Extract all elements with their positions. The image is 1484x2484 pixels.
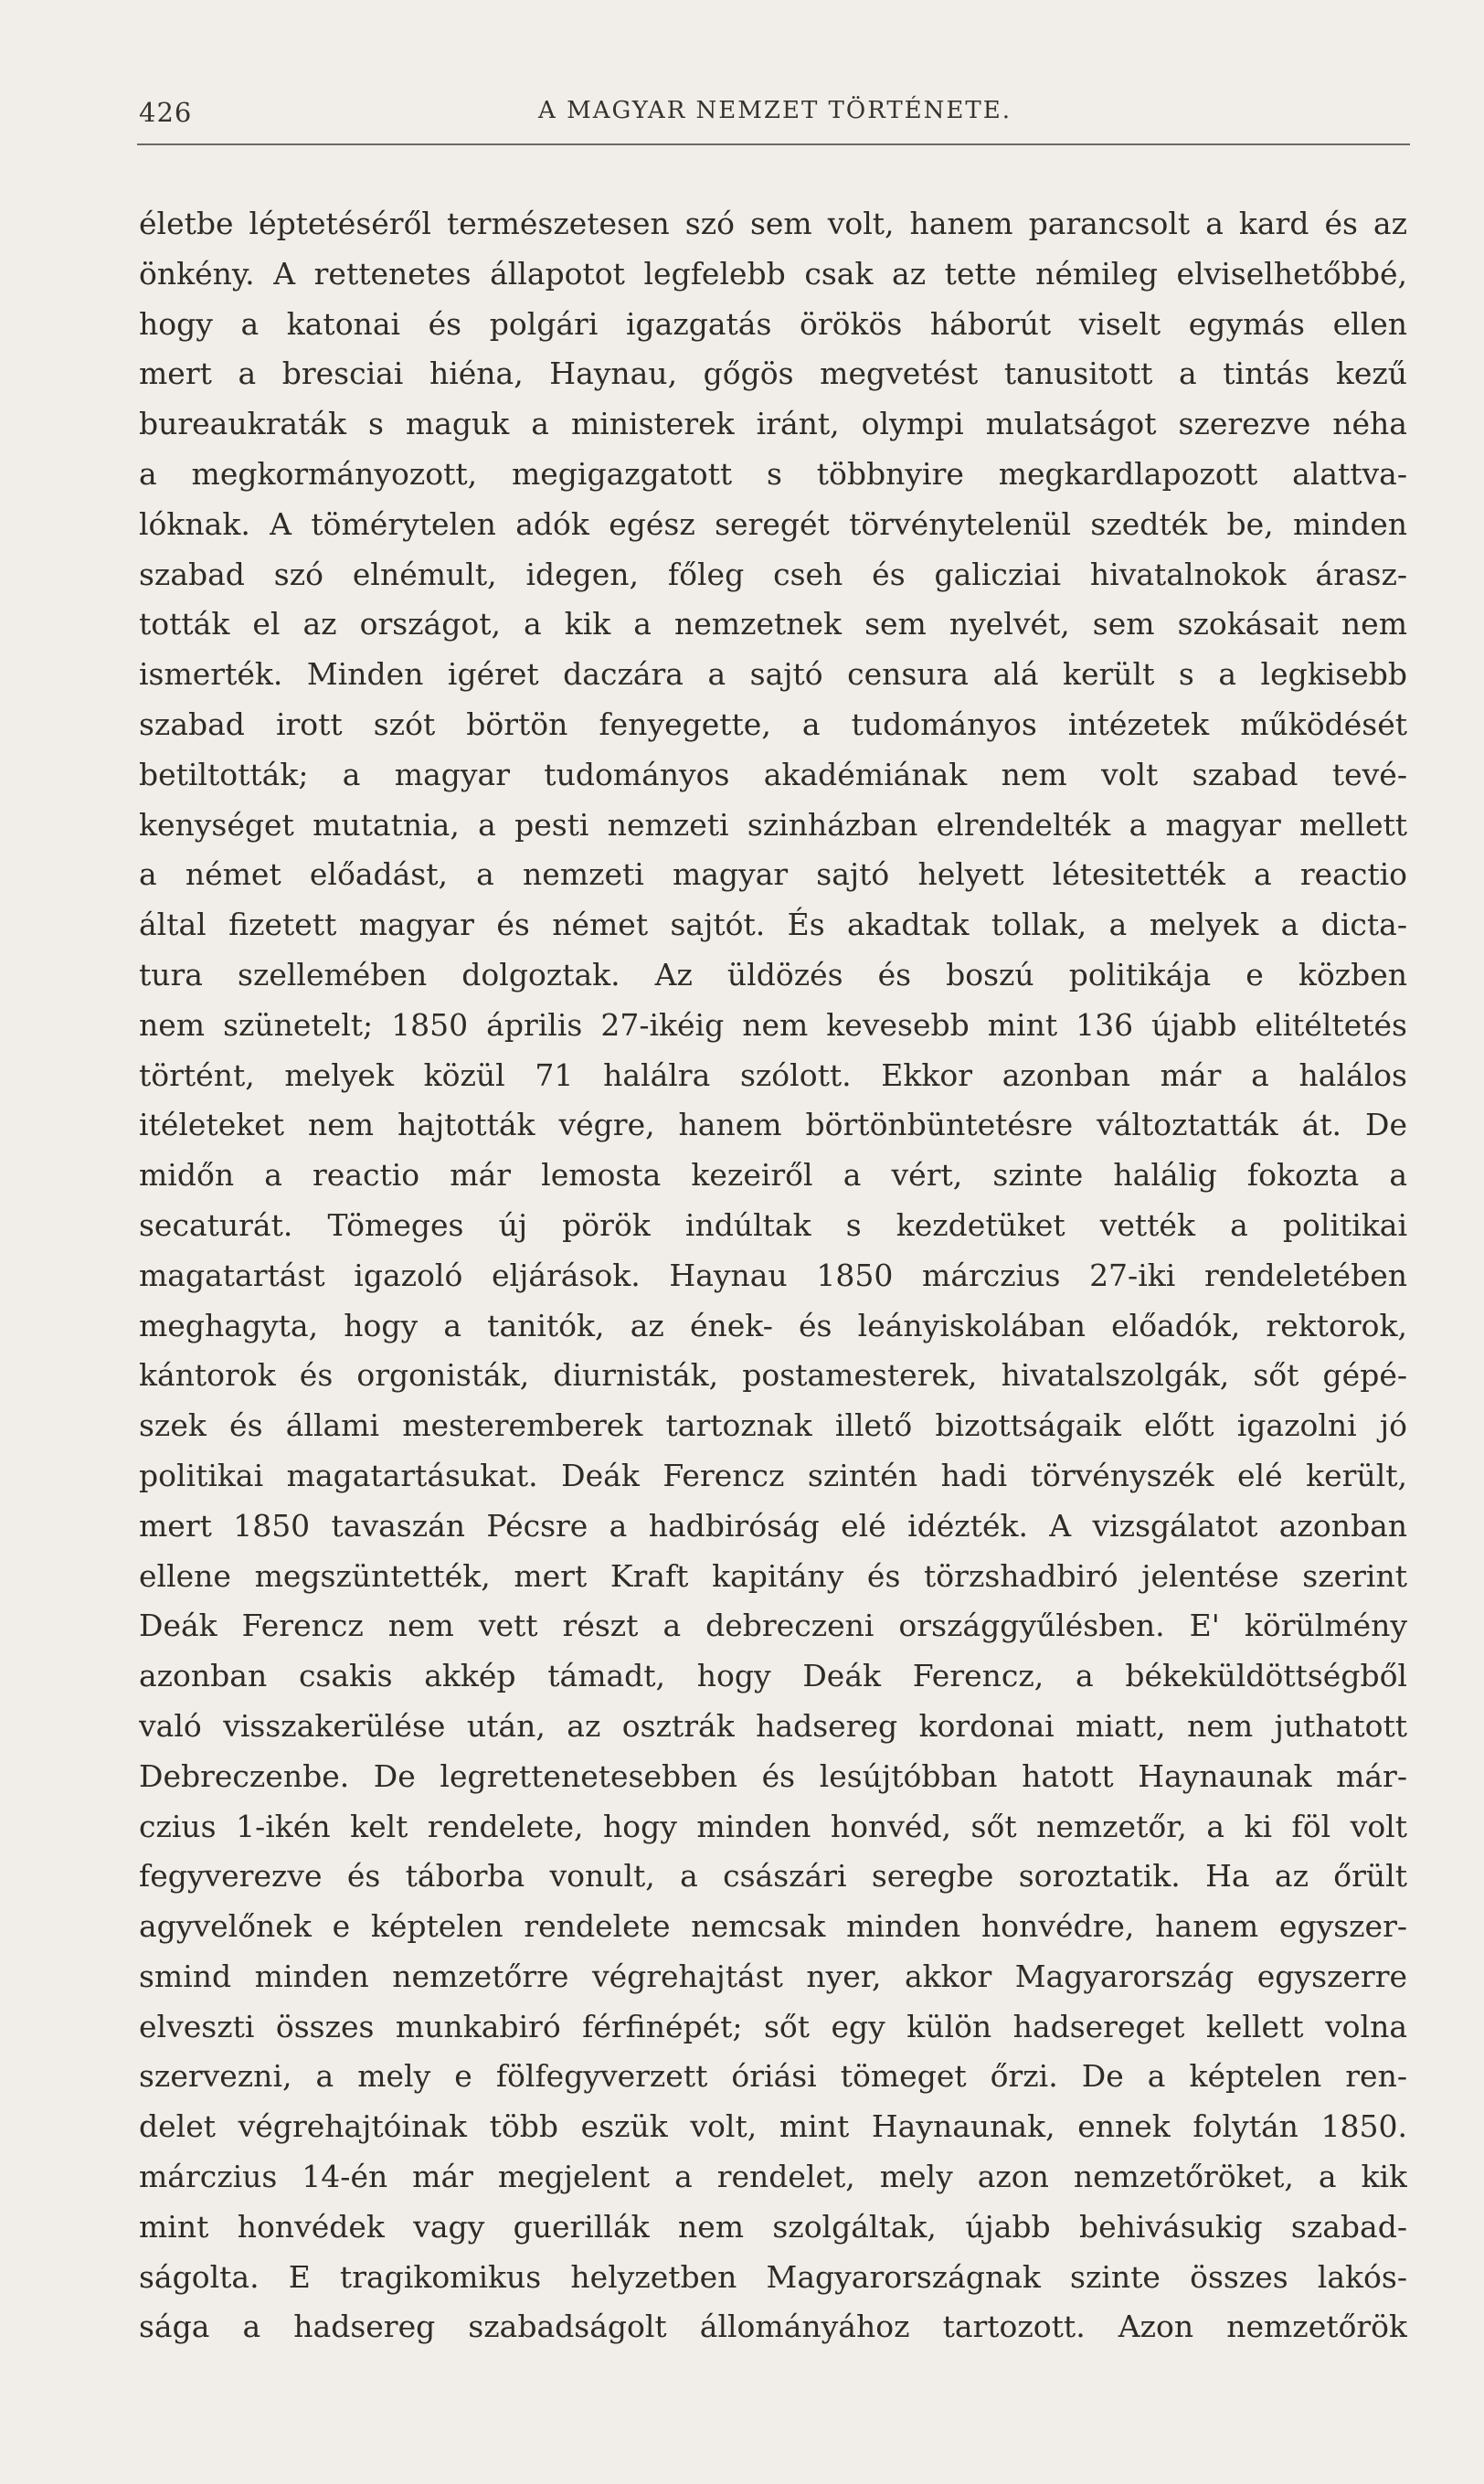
text-line: meghagyta, hogy a tanitók, az ének- és leányiskolában előadók, rektorok, xyxy=(139,1307,1407,1343)
text-line: a megkormányozott, megigazgatott s többnyire megkardlapozott alattva- xyxy=(139,455,1407,492)
text-line: ellene megszüntették, mert Kraft kapitány és törzshadbiró jelentése szerint xyxy=(139,1557,1407,1594)
text-line: kántorok és orgonisták, diurnisták, postamesterek, hivatalszolgák, sőt gépé- xyxy=(139,1357,1407,1394)
text-line: szabad szó elnémult, idegen, főleg cseh és galicziai hivatalnokok árasz- xyxy=(139,556,1407,592)
text-line: való visszakerülése után, az osztrák hadsereg kordonai miatt, nem juthatott xyxy=(139,1707,1407,1744)
text-line: mint honvédek vagy guerillák nem szolgáltak, újabb behivásukig szabad- xyxy=(139,2208,1407,2245)
text-line: életbe léptetéséről természetesen szó sem volt, hanem parancsolt a kard és az xyxy=(139,206,1407,241)
text-line: szek és állami mesteremberek tartoznak illető bizottságaik előtt igazolni jó xyxy=(139,1407,1407,1444)
text-line: elveszti összes munkabiró férfinépét; sőt egy külön hadsereget kellett volna xyxy=(139,2008,1407,2044)
text-line: szabad irott szót börtön fenyegette, a tudományos intézetek működését xyxy=(139,706,1407,742)
text-line: midőn a reactio már lemosta kezeiről a vért, szinte halálig fokozta a xyxy=(139,1157,1407,1194)
text-line: Deák Ferencz nem vett részt a debreczeni országgyűlésben. E' körülmény xyxy=(139,1608,1407,1644)
text-line: smind minden nemzetőrre végrehajtást nyer, akkor Magyarország egyszerre xyxy=(139,1958,1407,1994)
text-line: magatartást igazoló eljárások. Haynau 1850 márczius 27-iki rendeletében xyxy=(139,1257,1407,1293)
text-line: mert 1850 tavaszán Pécsre a hadbiróság elé idézték. A vizsgálatot azonban xyxy=(139,1507,1407,1544)
text-line: kenységet mutatnia, a pesti nemzeti szinházban elrendelték a magyar mellett xyxy=(139,806,1407,843)
text-line: mert a bresciai hiéna, Haynau, gőgös megvetést tanusitott a tintás kezű xyxy=(139,356,1407,392)
body-text xyxy=(139,199,1407,2352)
text-line: secaturát. Tömeges új pörök indúltak s kezdetüket vették a politikai xyxy=(139,1206,1407,1243)
text-line: Debreczenbe. De legrettenetesebben és lesújtóbban hatott Haynaunak már- xyxy=(139,1757,1407,1794)
text-line: nem szünetelt; 1850 április 27-ikéig nem kevesebb mint 136 újabb elitéltetés xyxy=(139,1006,1407,1043)
text-line: agyvelőnek e képtelen rendelete nemcsak minden honvédre, hanem egyszer- xyxy=(139,1908,1407,1945)
text-line: betiltották; a magyar tudományos akadémiának nem volt szabad tevé- xyxy=(139,756,1407,792)
text-line: delet végrehajtóinak több eszük volt, mint Haynaunak, ennek folytán 1850. xyxy=(139,2108,1407,2145)
text-line: tották el az országot, a kik a nemzetnek sem nyelvét, sem szokásait nem xyxy=(139,606,1407,642)
running-title: A MAGYAR NEMZET TÖRTÉNETE. xyxy=(538,97,1012,124)
text-line: czius 1-ikén kelt rendelete, hogy minden honvéd, sőt nemzetőr, a ki föl volt xyxy=(139,1808,1407,1844)
running-head xyxy=(139,97,1411,141)
text-line: hogy a katonai és polgári igazgatás örökös háborút viselt egymás ellen xyxy=(139,305,1407,342)
page-number: 426 xyxy=(139,97,193,128)
text-line: azonban csakis akkép támadt, hogy Deák Ferencz, a békeküldöttségből xyxy=(139,1658,1407,1694)
text-line: bureaukraták s maguk a ministerek iránt, olympi mulatságot szerezve néha xyxy=(139,406,1407,442)
text-line: szervezni, a mely e fölfegyverzett óriási tömeget őrzi. De a képtelen ren- xyxy=(139,2058,1407,2095)
text-line: ságolta. E tragikomikus helyzetben Magyarországnak szinte összes lakós- xyxy=(139,2258,1407,2295)
text-line: márczius 14-én már megjelent a rendelet, mely azon nemzetőröket, a kik xyxy=(139,2159,1407,2195)
text-line: politikai magatartásukat. Deák Ferencz szintén hadi törvényszék elé került, xyxy=(139,1457,1407,1493)
text-line: fegyverezve és táborba vonult, a császári seregbe soroztatik. Ha az őrült xyxy=(139,1858,1407,1895)
text-line: tura szellemében dolgoztak. Az üldözés és boszú politikája e közben xyxy=(139,956,1407,993)
text-line: itéleteket nem hajtották végre, hanem börtönbüntetésre változtatták át. De xyxy=(139,1107,1407,1143)
text-line: történt, melyek közül 71 halálra szólott. Ekkor azonban már a halálos xyxy=(139,1056,1407,1093)
text-line: által fizetett magyar és német sajtót. És akadtak tollak, a melyek a dicta- xyxy=(139,907,1407,943)
header-rule xyxy=(137,143,1410,145)
text-line: sága a hadsereg szabadságolt állományához tartozott. Azon nemzetőrök xyxy=(139,2309,1407,2345)
text-line: önkény. A rettenetes állapotot legfelebb csak az tette némileg elviselhetőbbé, xyxy=(139,255,1407,292)
text-line: lóknak. A tömérytelen adók egész seregét törvénytelenül szedték be, minden xyxy=(139,505,1407,542)
text-line: ismerték. Minden igéret daczára a sajtó censura alá került s a legkisebb xyxy=(139,656,1407,693)
text-line: a német előadást, a nemzeti magyar sajtó helyett létesitették a reactio xyxy=(139,856,1407,893)
